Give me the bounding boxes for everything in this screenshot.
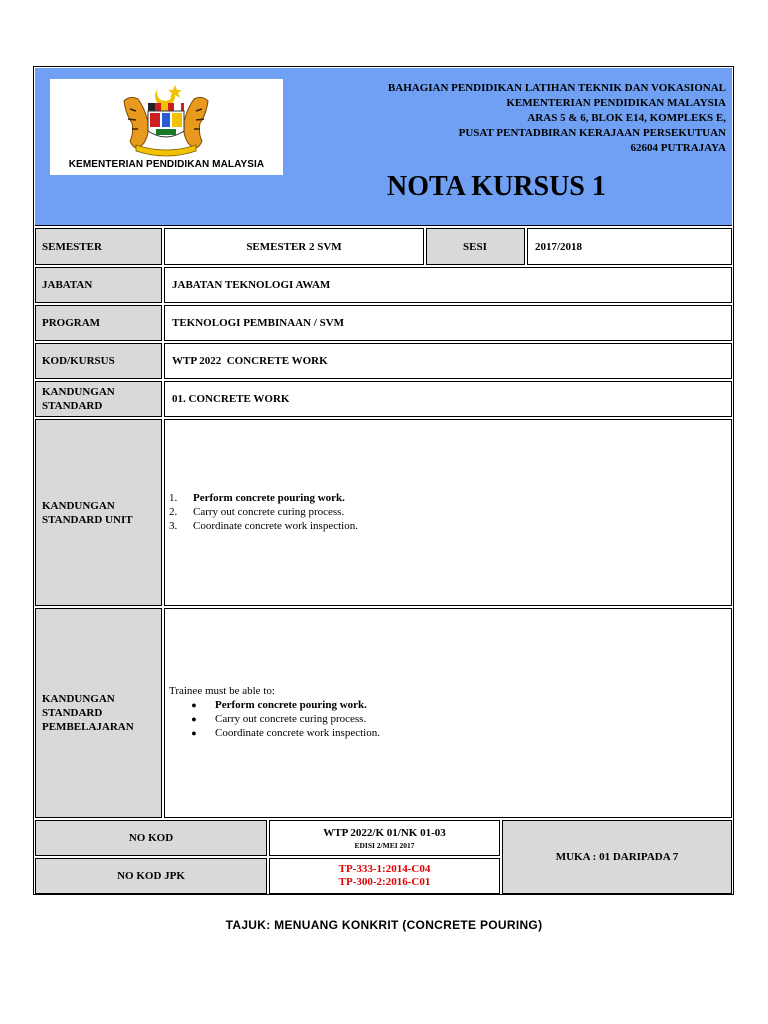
kandungan-standard-unit-label — [35, 419, 162, 606]
program-label: PROGRAM — [35, 305, 162, 341]
sesi-label: SESI — [426, 228, 525, 265]
kod-kursus-value: WTP 2022 CONCRETE WORK — [164, 343, 732, 379]
list-text: Coordinate concrete work inspection. — [215, 727, 380, 739]
label-line: KANDUNGAN — [42, 499, 115, 512]
bullet-icon: ● — [191, 714, 197, 724]
kandungan-standard-pembelajaran-label — [35, 608, 162, 818]
no-kod-jpk-value — [269, 858, 500, 894]
list-item — [169, 519, 358, 533]
list-number: 2. — [169, 506, 178, 518]
label-line: STANDARD UNIT — [42, 513, 133, 526]
jabatan-value: JABATAN TEKNOLOGI AWAM — [164, 267, 732, 303]
list-item — [169, 505, 358, 519]
label-line: STANDARD — [42, 707, 103, 719]
list-text: Perform concrete pouring work. — [215, 699, 367, 711]
list-number: 3. — [169, 520, 178, 532]
no-kod-code: WTP 2022/K 01/NK 01-03 — [323, 826, 446, 839]
edisi-text: EDISI 2/MEI 2017 — [354, 840, 415, 850]
address-line: 62604 PUTRAJAYA — [630, 142, 726, 154]
no-kod-jpk-label: NO KOD JPK — [35, 858, 267, 894]
muka-page-count: MUKA : 01 DARIPADA 7 — [502, 820, 732, 894]
no-kod-value — [269, 820, 500, 856]
list-item — [169, 698, 380, 712]
standard-unit-list — [169, 491, 358, 533]
label-line: STANDARD — [42, 400, 103, 412]
jpk-code-line: TP-333-1:2014-C04 — [338, 863, 431, 875]
label-line: PEMBELAJARAN — [42, 721, 134, 733]
list-number: 1. — [169, 492, 178, 504]
address-line: KEMENTERIAN PENDIDIKAN MALAYSIA — [506, 97, 726, 109]
bullet-icon: ● — [191, 700, 197, 710]
no-kod-label: NO KOD — [35, 820, 267, 856]
list-text: Carry out concrete curing process. — [215, 713, 367, 725]
sesi-value: 2017/2018 — [527, 228, 732, 265]
kandungan-standard-label — [35, 381, 162, 417]
list-item — [169, 726, 380, 740]
pembelajaran-intro: Trainee must be able to: — [169, 685, 275, 697]
address-line: ARAS 5 & 6, BLOK E14, KOMPLEKS E, — [527, 112, 726, 124]
address-line: PUSAT PENTADBIRAN KERAJAAN PERSEKUTUAN — [458, 127, 726, 139]
document-header — [35, 68, 732, 226]
bullet-icon: ● — [191, 728, 197, 738]
ministry-logo — [50, 79, 283, 175]
logo-caption: KEMENTERIAN PENDIDIKAN MALAYSIA — [68, 159, 265, 170]
document-title: NOTA KURSUS 1 — [387, 171, 606, 202]
address-line: BAHAGIAN PENDIDIKAN LATIHAN TEKNIK DAN VOKASIONAL — [387, 82, 726, 94]
list-text: Perform concrete pouring work. — [193, 492, 345, 504]
tajuk-title: TAJUK: MENUANG KONKRIT (CONCRETE POURING) — [225, 918, 543, 932]
kod-kursus-label: KOD/KURSUS — [35, 343, 162, 379]
pembelajaran-list — [169, 684, 380, 740]
list-item — [169, 491, 358, 505]
program-value: TEKNOLOGI PEMBINAAN / SVM — [164, 305, 732, 341]
coat-of-arms-icon — [50, 79, 283, 159]
kandungan-standard-value: 01. CONCRETE WORK — [164, 381, 732, 417]
semester-label: SEMESTER — [35, 228, 162, 265]
list-text: Carry out concrete curing process. — [193, 506, 345, 518]
semester-value: SEMESTER 2 SVM — [164, 228, 424, 265]
jabatan-label: JABATAN — [35, 267, 162, 303]
list-item — [169, 712, 380, 726]
jpk-code-line: TP-300-2:2016-C01 — [338, 876, 431, 888]
list-text: Coordinate concrete work inspection. — [193, 520, 358, 532]
label-line: KANDUNGAN — [42, 386, 115, 398]
institution-address — [388, 81, 726, 156]
label-line: KANDUNGAN — [42, 693, 115, 705]
